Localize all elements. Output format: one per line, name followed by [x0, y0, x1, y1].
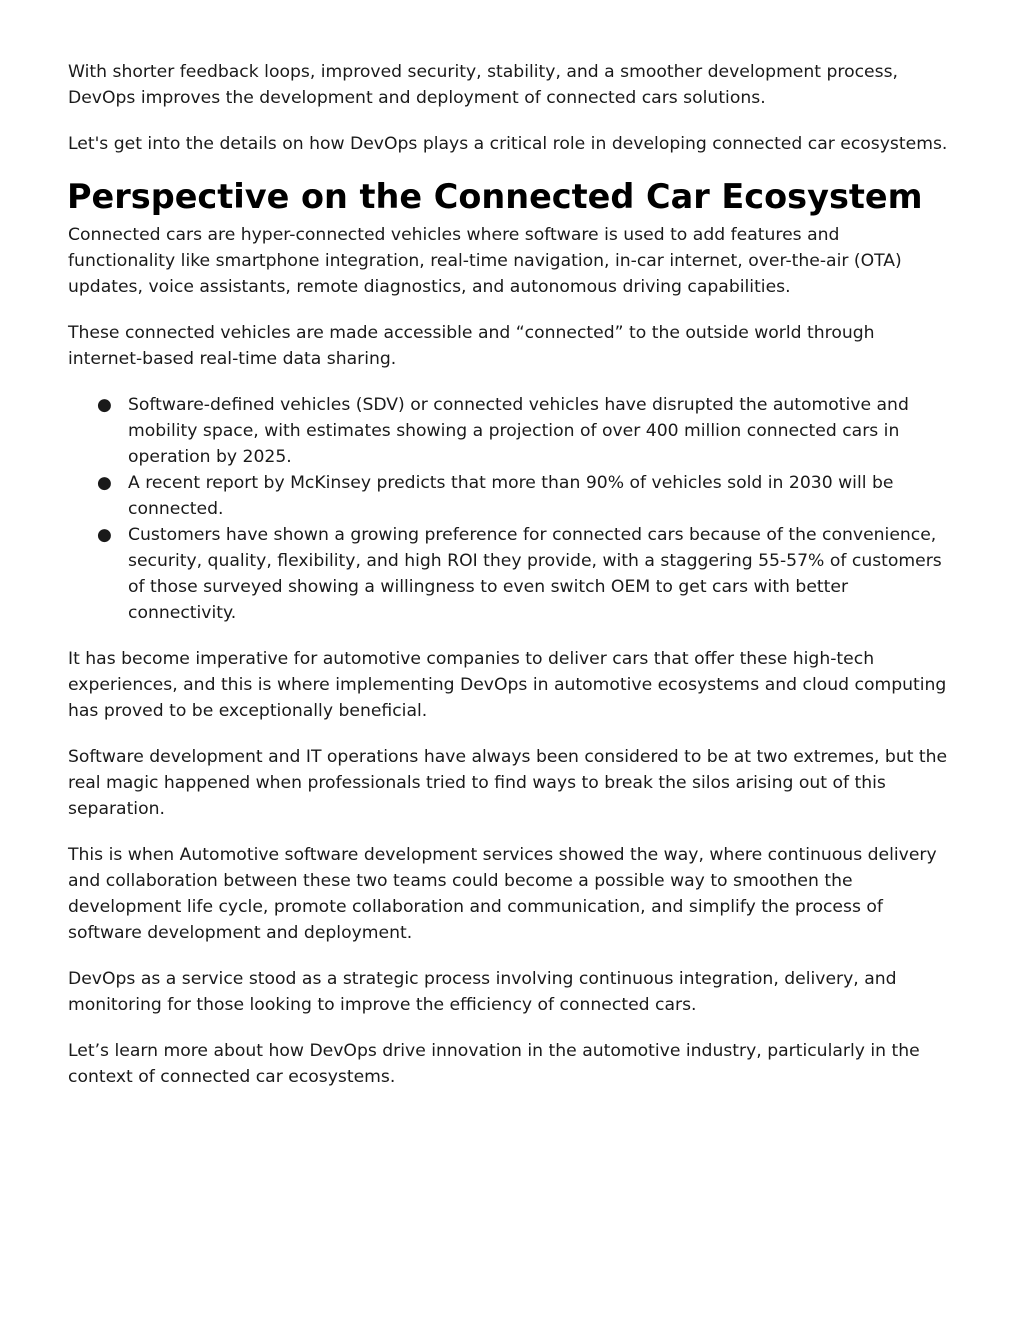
body-paragraph: Connected cars are hyper-connected vehicles where software is used to add features and functionality like smartphone integration, real-time navigation, in-car internet, over-the-air (OTA) updates, voice assistants, remote diagnostics, and autonomous driving capabilities. — [68, 225, 902, 297]
body-paragraph: It has become imperative for automotive companies to deliver cars that offer these high-tech experiences, and this is where implementing DevOps in automotive ecosystems and cloud computing has proved to be exceptionally beneficial. — [68, 649, 947, 721]
body-paragraph: DevOps as a service stood as a strategic process involving continuous integration, delivery, and monitoring for those looking to improve the efficiency of connected cars. — [68, 969, 897, 1015]
body-paragraph: This is when Automotive software development services showed the way, where continuous delivery and collaboration between these two teams could become a possible way to smoothen the development life cycle, promote collaboration and communication, and simplify the process of software development and deployment. — [68, 845, 937, 943]
bullet-list — [68, 392, 948, 626]
intro-paragraph: Let's get into the details on how DevOps plays a critical role in developing connected car ecosystems. — [68, 134, 948, 154]
bullet-icon: ● — [97, 395, 112, 415]
bullet-text: Customers have shown a growing preference for connected cars because of the convenience, security, quality, flexibility, and high ROI they provide, with a staggering 55-57% of customers of those surveyed showing a willingness to even switch OEM to get cars with better connectivity. — [128, 525, 942, 623]
bullet-item — [97, 470, 948, 522]
bullet-item — [97, 392, 948, 470]
body-paragraph: Software development and IT operations have always been considered to be at two extremes, but the real magic happened when professionals tried to find ways to break the silos arising out of this separation. — [68, 747, 948, 819]
intro-paragraph: With shorter feedback loops, improved security, stability, and a smoother development process, DevOps improves the development and deployment of connected cars solutions. — [68, 62, 898, 108]
document-page — [68, 59, 948, 1110]
body-paragraph: These connected vehicles are made accessible and “connected” to the outside world through internet-based real-time data sharing. — [68, 323, 875, 369]
bullet-text: Software-defined vehicles (SDV) or connected vehicles have disrupted the automotive and mobility space, with estimates showing a projection of over 400 million connected cars in operation by 2025. — [128, 395, 909, 467]
section-heading: Perspective on the Connected Car Ecosystem — [67, 177, 923, 216]
bullet-icon: ● — [97, 525, 112, 545]
body-paragraph: Let’s learn more about how DevOps drive innovation in the automotive industry, particularly in the context of connected car ecosystems. — [68, 1041, 920, 1087]
bullet-icon: ● — [97, 473, 112, 493]
bullet-item — [97, 522, 948, 626]
bullet-text: A recent report by McKinsey predicts that more than 90% of vehicles sold in 2030 will be connected. — [128, 473, 894, 519]
